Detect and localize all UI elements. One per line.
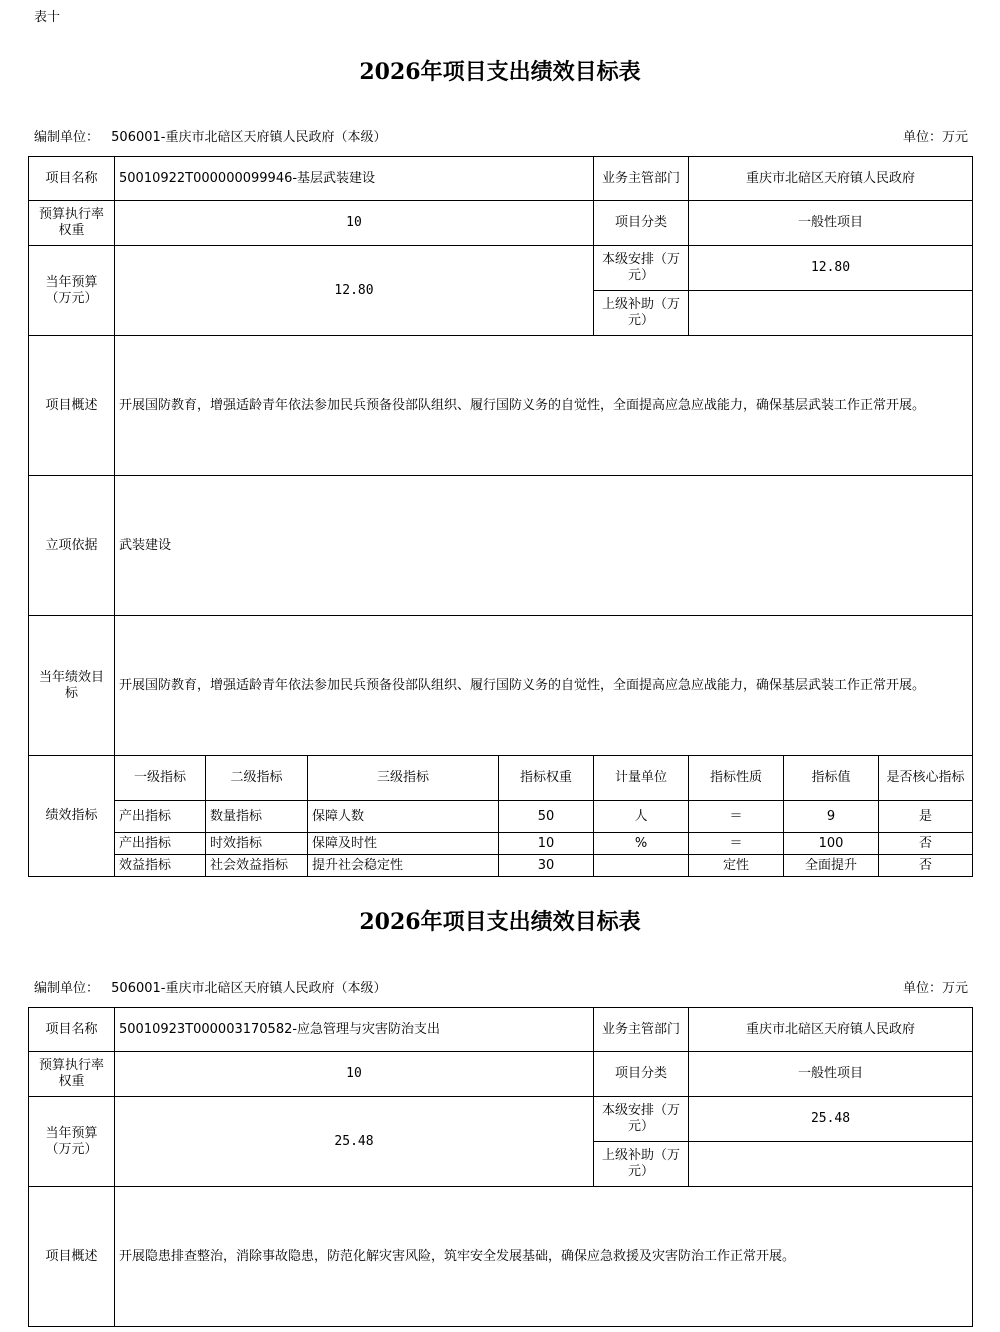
header-value: 指标值 <box>784 756 879 801</box>
label-weight: 预算执行率权重 <box>29 1052 115 1097</box>
label-weight: 预算执行率权重 <box>29 201 115 246</box>
performance-table-1 <box>28 156 973 877</box>
label-dept: 业务主管部门 <box>594 1008 689 1052</box>
compiler-value: 506001-重庆市北碚区天府镇人民政府（本级） <box>111 981 387 996</box>
unit-label: 单位：万元 <box>902 130 968 145</box>
header-unit: 计量单位 <box>594 756 689 801</box>
compiler-label: 编制单位： <box>34 981 100 996</box>
local-value: 12.80 <box>689 246 973 291</box>
header-level2: 二级指标 <box>206 756 308 801</box>
cell-level3: 保障人数 <box>308 801 499 833</box>
label-upper: 上级补助（万元） <box>594 1142 689 1187</box>
overview-value: 开展国防教育，增强适龄青年依法参加民兵预备役部队组织、履行国防义务的自觉性，全面提高应急应战能力，确保基层武装工作正常开展。 <box>115 336 973 476</box>
cell-value: 100 <box>784 833 879 855</box>
label-goal: 当年绩效目标 <box>29 616 115 756</box>
table-row <box>29 833 973 855</box>
upper-value <box>689 291 973 336</box>
label-overview: 项目概述 <box>29 1187 115 1327</box>
budget-value: 12.80 <box>115 246 594 336</box>
compiler-row <box>34 126 386 145</box>
local-value: 25.48 <box>689 1097 973 1142</box>
overview-value: 开展隐患排查整治，消除事故隐患，防范化解灾害风险，筑牢安全发展基础，确保应急救援及灾害防治工作正常开展。 <box>115 1187 973 1327</box>
basis-value: 武装建设 <box>115 476 973 616</box>
weight-value: 10 <box>115 201 594 246</box>
performance-table-2 <box>28 1007 973 1327</box>
cell-level1: 产出指标 <box>115 833 206 855</box>
form-title: 2026年项目支出绩效目标表 <box>359 59 641 85</box>
cell-unit: % <box>594 833 689 855</box>
weight-value: 10 <box>115 1052 594 1097</box>
category-value: 一般性项目 <box>689 1052 973 1097</box>
cell-core: 是 <box>879 801 973 833</box>
label-category: 项目分类 <box>594 201 689 246</box>
header-level3: 三级指标 <box>308 756 499 801</box>
form-title: 2026年项目支出绩效目标表 <box>359 909 641 935</box>
label-dept: 业务主管部门 <box>594 157 689 201</box>
cell-weight: 10 <box>499 833 594 855</box>
project-name: 50010923T000003170582-应急管理与灾害防治支出 <box>115 1008 594 1052</box>
dept-value: 重庆市北碚区天府镇人民政府 <box>689 1008 973 1052</box>
label-project-name: 项目名称 <box>29 1008 115 1052</box>
cell-level3: 保障及时性 <box>308 833 499 855</box>
header-nature: 指标性质 <box>689 756 784 801</box>
label-project-name: 项目名称 <box>29 157 115 201</box>
cell-level2: 数量指标 <box>206 801 308 833</box>
project-name: 50010922T000000099946-基层武装建设 <box>115 157 594 201</box>
cell-weight: 30 <box>499 855 594 877</box>
cell-unit <box>594 855 689 877</box>
header-level1: 一级指标 <box>115 756 206 801</box>
cell-value: 9 <box>784 801 879 833</box>
goal-value: 开展国防教育，增强适龄青年依法参加民兵预备役部队组织、履行国防义务的自觉性，全面提高应急应战能力，确保基层武装工作正常开展。 <box>115 616 973 756</box>
cell-unit: 人 <box>594 801 689 833</box>
cell-nature: 定性 <box>689 855 784 877</box>
cell-level2: 时效指标 <box>206 833 308 855</box>
cell-weight: 50 <box>499 801 594 833</box>
cell-value: 全面提升 <box>784 855 879 877</box>
cell-core: 否 <box>879 855 973 877</box>
cell-level2: 社会效益指标 <box>206 855 308 877</box>
label-overview: 项目概述 <box>29 336 115 476</box>
cell-level1: 产出指标 <box>115 801 206 833</box>
cell-nature: ＝ <box>689 801 784 833</box>
budget-value: 25.48 <box>115 1097 594 1187</box>
table-row <box>29 855 973 877</box>
label-budget: 当年预算（万元） <box>29 1097 115 1187</box>
compiler-label: 编制单位： <box>34 130 100 145</box>
table-row <box>29 801 973 833</box>
compiler-row <box>34 977 386 996</box>
compiler-value: 506001-重庆市北碚区天府镇人民政府（本级） <box>111 130 387 145</box>
category-value: 一般性项目 <box>689 201 973 246</box>
label-upper: 上级补助（万元） <box>594 291 689 336</box>
upper-value <box>689 1142 973 1187</box>
label-budget: 当年预算（万元） <box>29 246 115 336</box>
label-basis: 立项依据 <box>29 476 115 616</box>
dept-value: 重庆市北碚区天府镇人民政府 <box>689 157 973 201</box>
cell-level3: 提升社会稳定性 <box>308 855 499 877</box>
header-core: 是否核心指标 <box>879 756 973 801</box>
table-tag: 表十 <box>34 10 61 25</box>
label-indicators: 绩效指标 <box>29 756 115 877</box>
label-local: 本级安排（万元） <box>594 1097 689 1142</box>
label-category: 项目分类 <box>594 1052 689 1097</box>
unit-label: 单位：万元 <box>902 981 968 996</box>
header-weight: 指标权重 <box>499 756 594 801</box>
cell-level1: 效益指标 <box>115 855 206 877</box>
cell-core: 否 <box>879 833 973 855</box>
label-local: 本级安排（万元） <box>594 246 689 291</box>
cell-nature: ＝ <box>689 833 784 855</box>
